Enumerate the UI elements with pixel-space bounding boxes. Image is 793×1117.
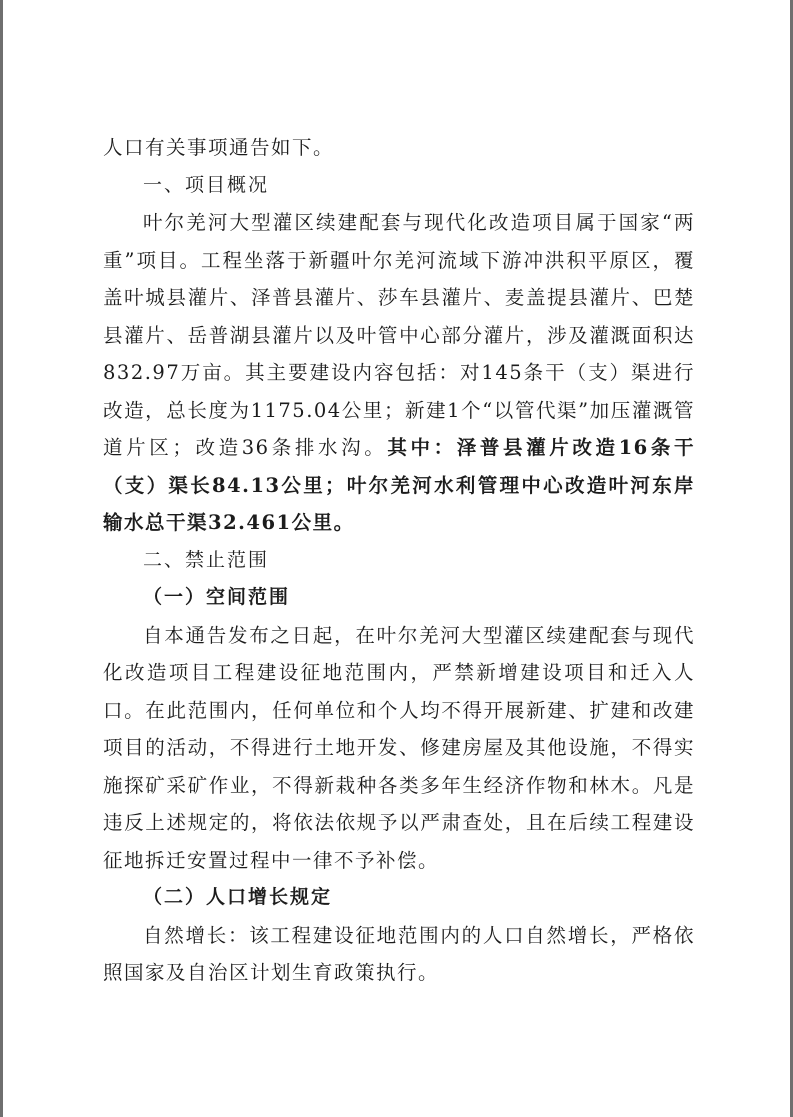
paragraph-population-growth: 自然增长：该工程建设征地范围内的人口自然增长，严格依照国家及自治区计划生育政策执行。	[103, 923, 695, 984]
subsection-heading-population-growth: （二）人口增长规定	[143, 886, 333, 908]
paragraph-project-overview-regular: 叶尔羌河大型灌区续建配套与现代化改造项目属于国家“两重”项目。工程坐落于新疆叶尔羌河流域下游冲洪积平原区，覆盖叶城县灌片、泽普县灌片、莎车县灌片、麦盖提县灌片、巴楚县灌片、岳普湖县灌片以及叶管中心部分灌片，涉及灌溉面积达832.97万亩。其主要建设内容包括：对145条干（支）渠进行改造，总长度为1175.04公里；新建1个“以管代渠”加压灌溉管道片区；改造36条排水沟。	[103, 211, 695, 459]
lead-line: 人口有关事项通告如下。	[103, 136, 335, 159]
scan-edge-left	[0, 0, 3, 1117]
document-body	[103, 129, 695, 992]
section-heading-prohibited-scope: 二、禁止范围	[143, 548, 270, 571]
paragraph-project-overview-bold: 其中：泽普县灌片改造16条干（支）渠长84.13公里；叶尔羌河水利管理中心改造叶河东岸输水总干渠32.461公里。	[103, 436, 695, 534]
paragraph-project-overview	[103, 204, 695, 542]
paragraph-spatial-scope: 自本通告发布之日起，在叶尔羌河大型灌区续建配套与现代化改造项目工程建设征地范围内，严禁新增建设项目和迁入人口。在此范围内，任何单位和个人均不得开展新建、扩建和改建项目的活动，不得进行土地开发、修建房屋及其他设施，不得实施探矿采矿作业，不得新栽种各类多年生经济作物和林木。凡是违反上述规定的，将依法依规予以严肃查处，且在后续工程建设征地拆迁安置过程中一律不予补偿。	[103, 623, 695, 872]
subsection-heading-spatial-scope: （一）空间范围	[143, 586, 291, 608]
section-heading-project-overview: 一、项目概况	[143, 173, 270, 196]
